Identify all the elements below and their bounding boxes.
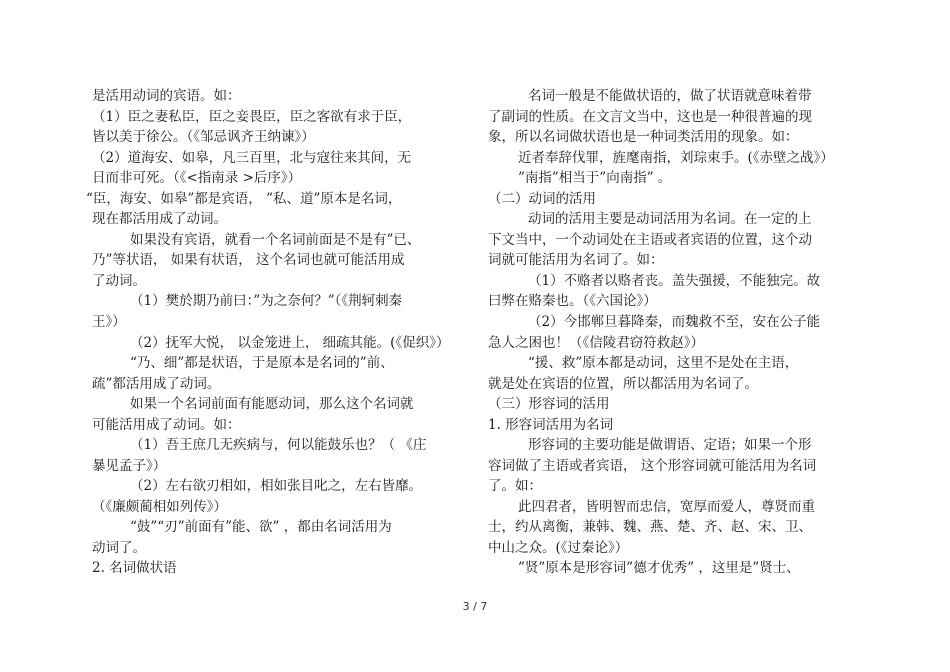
text-line: 就是处在宾语的位置，所以都活用为名词了。 (488, 376, 758, 392)
text-line: （1）吾王庶几无疾病与，何以能鼓乐也？（ 《庄 (130, 437, 427, 453)
text-line: 士，约从离衡，兼韩、魏、燕、楚、齐、赵、宋、卫、 (488, 519, 812, 535)
page-number: 3 / 7 (462, 600, 488, 613)
text-line: （2）道海安、如皋，凡三百里，北与寇往来其间，无 (92, 150, 412, 166)
text-line: 皆以美于徐公。（《邹忌讽齐王纳谏》） (92, 129, 315, 145)
text-line: （2）左右欲刃相如，相如张目叱之，左右皆靡。 (130, 478, 423, 494)
text-line: （《廉颇蔺相如列传》） (92, 499, 227, 515)
text-line: 王》） (92, 314, 126, 330)
text-line: 急人之困也！（《信陵君窃符救赵》） (488, 335, 704, 351)
text-line: “援、救”原本都是动词，这里不是处在主语， (528, 355, 799, 371)
text-line: 是活用动词的宾语。如： (92, 88, 241, 104)
text-line: 动词了。 (92, 540, 146, 556)
text-line: 现在都活用成了动词。 (92, 211, 227, 227)
text-line: “乃、细”都是状语，于是原本是名词的”前、 (130, 355, 394, 371)
section-heading: （二）动词的活用 (488, 191, 596, 207)
section-heading: （三）形容词的活用 (488, 396, 610, 412)
text-line: 如果没有宾语，就看一个名词前面是不是有”已、 (130, 232, 421, 248)
text-line: （1）樊於期乃前曰：”为之奈何？”（《荆轲刺秦 (130, 293, 403, 309)
text-line: 如果一个名词前面有能愿动词，那么这个名词就 (130, 396, 414, 412)
text-line: ”贤”原本是形容词”德才优秀” ，这里是”贤士、 (518, 560, 800, 576)
text-line: 暴见孟子》） (92, 458, 167, 474)
text-line: 中山之众。(《过秦论》） (488, 540, 629, 556)
text-line: 了。如： (488, 478, 542, 494)
text-line: 此四君者，皆明智而忠信，宽厚而爱人，尊贤而重 (518, 499, 815, 515)
text-line: 下文当中，一个动词处在主语或者宾语的位置，这个动 (488, 232, 812, 248)
text-line: 近者奉辞伐罪，旌麾南指，刘琮束手。(《赤壁之战》） (518, 150, 834, 166)
text-line: 了副词的性质。在文言文当中，这也是一种很普遍的现 (488, 109, 812, 125)
text-line: 2. 名词做状语 (92, 560, 177, 576)
text-line: （2）抚军大悦， 以金笼进上， 细疏其能。(《促织》） (130, 335, 450, 351)
text-line: 形容词的主要功能是做谓语、定语；如果一个形 (528, 437, 812, 453)
text-line: （2）今邯郸旦暮降秦，而魏救不至，安在公子能 (528, 314, 821, 330)
text-line: “臣，海安、如皋”都是宾语， ”私、道”原本是名词， (86, 191, 402, 207)
text-line: 了动词。 (92, 273, 146, 289)
text-line: 动词的活用主要是动词活用为名词。在一定的上 (528, 211, 812, 227)
subsection-heading: 1. 形容词活用为名词 (488, 417, 614, 433)
text-line: ”南指”相当于”向南指” 。 (518, 170, 672, 186)
text-line: 名词一般是不能做状语的，做了状语就意味着带 (528, 88, 812, 104)
text-line: 曰弊在赂秦也。（《六国论》） (488, 293, 657, 309)
text-line: 可能活用成了动词。如： (92, 417, 241, 433)
text-line: “鼓”“刃”前面有”能、欲” ，都由名词活用为 (130, 519, 392, 535)
text-line: 日而非可死。（《<指南录 >后序》） (92, 170, 302, 186)
text-line: 乃”等状语， 如果有状语， 这个名词也就可能活用成 (92, 252, 405, 268)
text-line: 容词做了主语或者宾语， 这个形容词就可能活用为名词 (488, 458, 817, 474)
text-line: 词就可能活用为名词了。如： (488, 252, 664, 268)
text-line: 疏”都活用成了动词。 (92, 376, 221, 392)
text-line: （1）臣之妻私臣，臣之妾畏臣，臣之客欲有求于臣， (92, 109, 412, 125)
text-line: （1）不赂者以赂者丧。盖失强援，不能独完。故 (528, 273, 821, 289)
text-line: 象，所以名词做状语也是一种词类活用的现象。如： (488, 129, 799, 145)
